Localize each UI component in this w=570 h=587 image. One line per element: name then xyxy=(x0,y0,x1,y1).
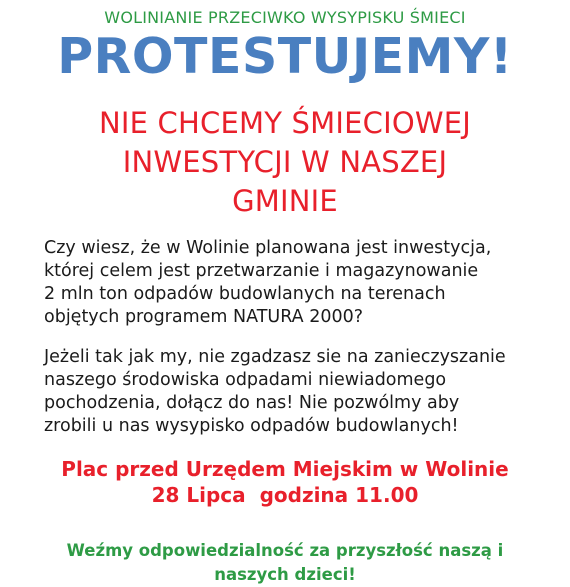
paragraph-line: której celem jest przetwarzanie i magazynowanie xyxy=(44,261,479,281)
red-title-line: NIE CHCEMY ŚMIECIOWEJ xyxy=(98,106,472,140)
paragraph-investment xyxy=(44,237,544,329)
paragraph-line: Jeżeli tak jak my, nie zgadzasz sie na zanieczyszanie xyxy=(44,347,506,367)
paragraph-line: zrobili u nas wysypisko odpadów budowlanych! xyxy=(44,416,459,436)
closing-line: naszych dzieci! xyxy=(214,565,356,584)
paragraph-line: Czy wiesz, że w Wolinie planowana jest inwestycja, xyxy=(44,238,492,258)
headline: PROTESTUJEMY! xyxy=(57,28,513,85)
closing-line: Weźmy odpowiedzialność za przyszłość naszą i xyxy=(66,541,504,560)
red-title xyxy=(0,104,570,221)
event-place: Plac przed Urzędem Miejskim w Wolinie xyxy=(61,457,509,481)
paragraph-line: objętych programem NATURA 2000? xyxy=(44,307,364,327)
paragraph-line: naszego środowiska odpadami niewiadomego xyxy=(44,370,447,390)
event-place-time xyxy=(0,456,570,508)
red-title-line: INWESTYCJI W NASZEJ xyxy=(122,145,448,179)
paragraph-line: pochodzenia, dołącz do nas! Nie pozwólmy aby xyxy=(44,393,460,413)
closing-slogan xyxy=(0,539,570,587)
red-title-line: GMINIE xyxy=(232,184,338,218)
paragraph-call-to-action xyxy=(44,346,544,438)
paragraph-line: 2 mln ton odpadów budowlanych na terenach xyxy=(44,284,446,304)
event-date-time: 28 Lipca godzina 11.00 xyxy=(151,483,419,507)
organizer-line: WOLINIANIE PRZECIWKO WYSYPISKU ŚMIECI xyxy=(104,8,466,27)
